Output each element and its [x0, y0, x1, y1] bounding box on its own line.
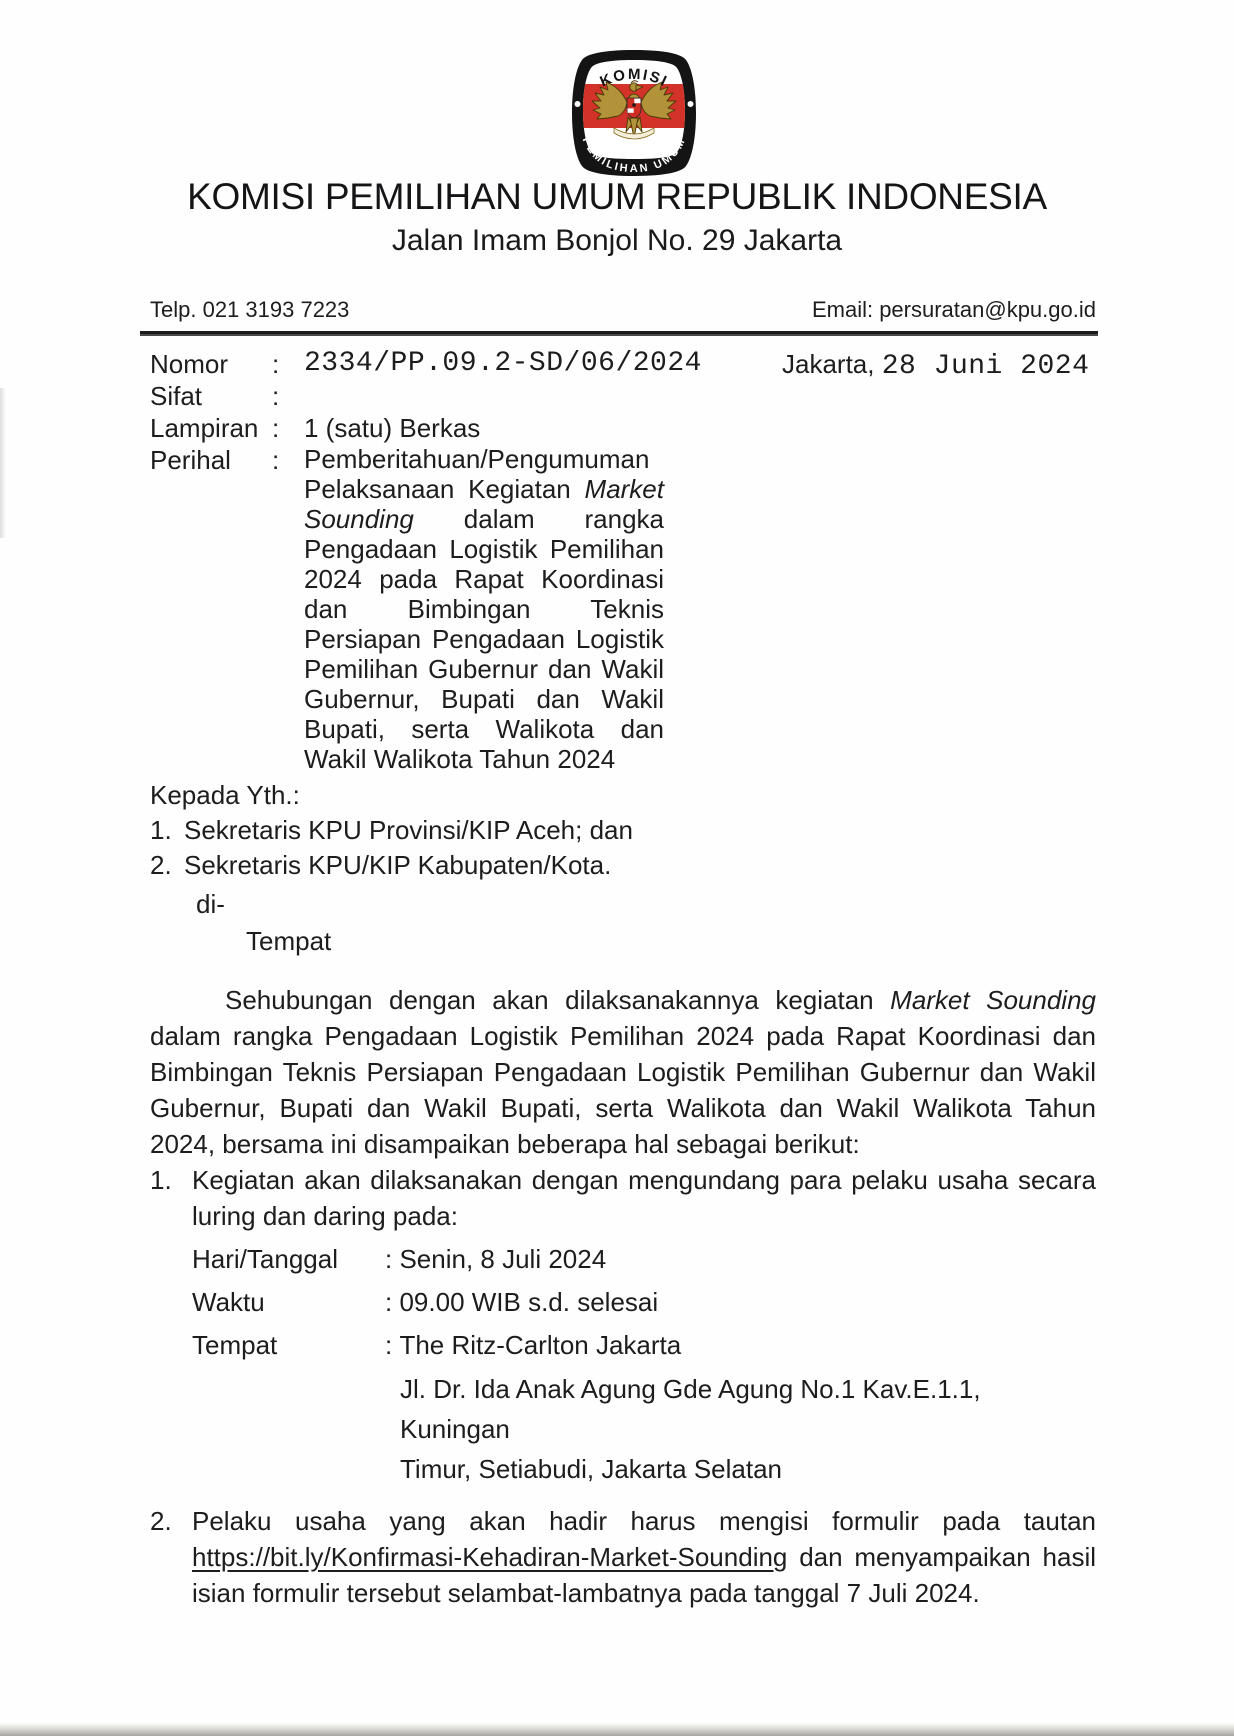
text-segment: Pemberitahuan/Pengumuman Pelaksanaan Kegiatan [304, 444, 650, 504]
list-item-1 [150, 1162, 1096, 1489]
di-label: di- [196, 889, 225, 919]
venue-address-line-2: Timur, Setiabudi, Jakarta Selatan [400, 1454, 783, 1484]
salutation: Kepada Yth.: [150, 780, 300, 810]
perihal-label: Perihal [150, 445, 231, 475]
kpu-logo [570, 48, 698, 178]
meta-row-lampiran [150, 412, 1096, 444]
text-segment: Pelaku usaha yang akan hadir harus mengisi formulir pada tautan [192, 1506, 1096, 1536]
detail-row-time [192, 1285, 1096, 1320]
venue-colon: : [385, 1330, 393, 1360]
org-name: KOMISI PEMILIHAN UMUM REPUBLIK INDONESIA [187, 176, 1047, 217]
text-segment: Market Sounding [304, 474, 664, 534]
letter-meta [150, 348, 1096, 774]
logo-bottom-text: PEMILIHAN UMUM [579, 135, 689, 176]
org-address: Jalan Imam Bonjol No. 29 Jakarta [391, 224, 843, 257]
lampiran-colon: : [272, 413, 280, 443]
venue-address-line-1: Jl. Dr. Ida Anak Agung Gde Agung No.1 Kav.E.1.1, Kuningan [400, 1374, 981, 1444]
phone-number: Telp. 021 3193 7223 [150, 297, 350, 322]
nomor-value: 2334/PP.09.2-SD/06/2024 [304, 348, 702, 379]
date-line [782, 348, 1089, 383]
event-details [192, 1242, 1096, 1363]
perihal-colon: : [272, 445, 280, 475]
nomor-colon: : [272, 349, 280, 379]
item-1-text: Kegiatan akan dilaksanakan dengan mengundang para pelaku usaha secara luring dan daring pada: [192, 1165, 1096, 1231]
recipient-2 [150, 848, 850, 883]
time-value: 09.00 WIB s.d. selesai [399, 1287, 659, 1317]
item-2-text [192, 1503, 1096, 1611]
recipient-1-number: 1. [150, 815, 172, 845]
day-label: Hari/Tanggal [192, 1244, 338, 1274]
meta-row-sifat [150, 380, 1096, 412]
text-segment: Market Sounding [890, 985, 1097, 1015]
venue-label: Tempat [192, 1330, 278, 1360]
recipient-1-text: Sekretaris KPU Provinsi/KIP Aceh; dan [184, 815, 633, 845]
nomor-label: Nomor [150, 349, 229, 379]
time-label: Waktu [192, 1287, 265, 1317]
scan-smudge [0, 388, 6, 538]
detail-row-venue [192, 1328, 1096, 1363]
venue-address [192, 1369, 1096, 1489]
lampiran-value: 1 (satu) Berkas [304, 413, 481, 443]
recipient-2-number: 2. [150, 850, 172, 880]
sifat-colon: : [272, 381, 280, 411]
date-value: 28 Juni 2024 [881, 351, 1090, 382]
recipient-1 [150, 813, 850, 848]
time-colon: : [385, 1287, 393, 1317]
text-segment: dan menyampaikan hasil isian formulir tersebut selambat-lambatnya pada tanggal 7 Juli 2024. [192, 1542, 1096, 1608]
attendance-form-link[interactable]: https://bit.ly/Konfirmasi-Kehadiran-Market-Sounding [192, 1542, 788, 1572]
perihal-text [304, 444, 664, 774]
opening-paragraph [150, 982, 1096, 1162]
contact-row [150, 297, 1096, 323]
item-2-number: 2. [150, 1506, 172, 1536]
text-segment: dalam rangka Pengadaan Logistik Pemilihan 2024 pada Rapat Koordinasi dan Bimbingan Teknis Persiapan Pengadaan Logistik Pemilihan Gubernur dan Wakil Gubernur, Bupati dan Wakil Bupati, serta Walikota dan Wakil Walikota Tahun 2024 [304, 504, 664, 774]
sifat-label: Sifat [150, 381, 203, 411]
day-value: Senin, 8 Juli 2024 [399, 1244, 607, 1274]
lampiran-label: Lampiran [150, 413, 259, 443]
item-list [150, 1162, 1096, 1611]
recipient-2-text: Sekretaris KPU/KIP Kabupaten/Kota. [184, 850, 612, 880]
tempat-label: Tempat [246, 926, 332, 956]
text-segment: dalam rangka Pengadaan Logistik Pemilihan 2024 pada Rapat Koordinasi dan Bimbingan Teknis Persiapan Pengadaan Logistik Pemilihan Gubernur dan Wakil Gubernur, Bupati dan Wakil Bupati, serta Walikota dan Wakil Walikota Tahun 2024, bersama ini disampaikan beberapa hal sebagai berikut: [150, 1021, 1096, 1159]
recipient-block [150, 778, 850, 959]
meta-row-perihal [150, 444, 1096, 774]
email-address: Email: persuratan@kpu.go.id [811, 297, 1096, 322]
text-segment: Sehubungan dengan akan dilaksanakannya kegiatan [225, 985, 891, 1015]
logo-top-text: KOMISI [597, 65, 671, 91]
detail-row-day [192, 1242, 1096, 1277]
date-place: Jakarta, [782, 349, 875, 379]
day-colon: : [385, 1244, 393, 1274]
scan-bottom-edge [0, 1723, 1234, 1736]
header-divider [140, 331, 1098, 336]
list-item-2 [150, 1503, 1096, 1611]
venue-value: The Ritz-Carlton Jakarta [399, 1330, 682, 1360]
item-1-number: 1. [150, 1165, 172, 1195]
